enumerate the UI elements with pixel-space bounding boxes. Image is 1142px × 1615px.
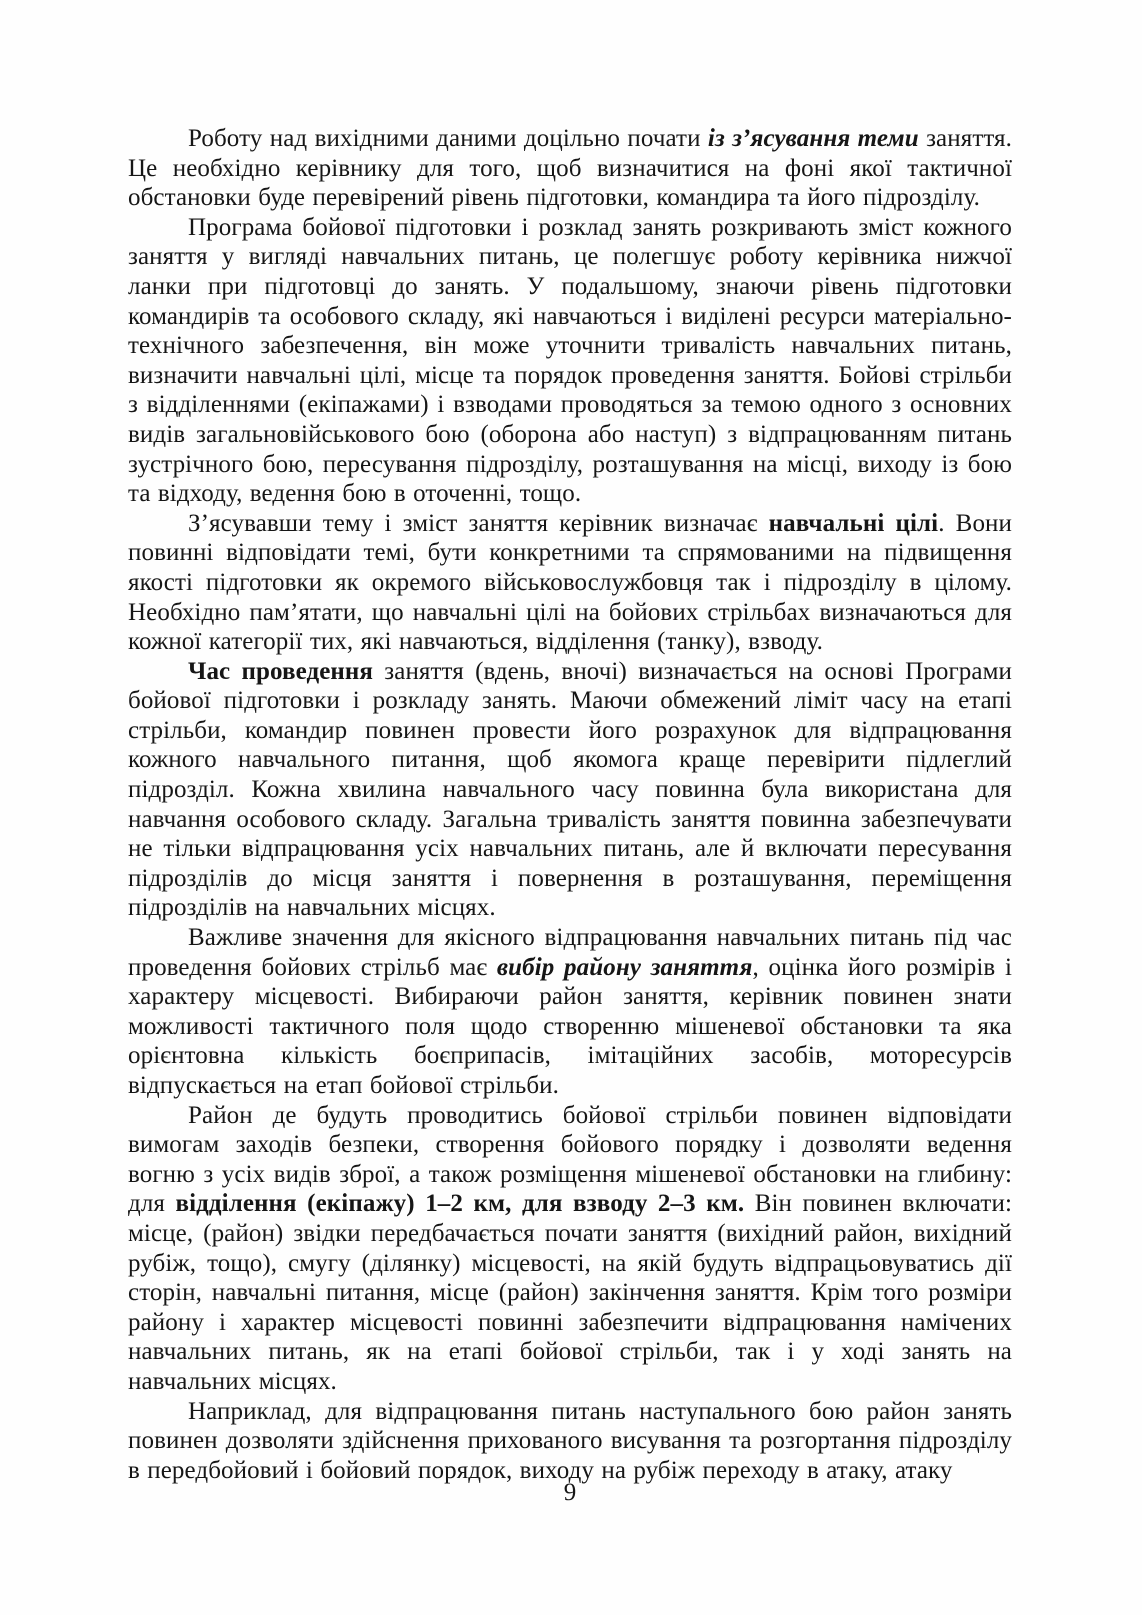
text-run: Наприклад, для відпрацювання питань наступального бою район занять повинен дозволяти здійснення прихованого висування та розгортання підрозділу в передбойовий і бойовий порядок, виходу на рубіж переходу в атаку, атаку xyxy=(128,1397,1012,1484)
emphasized-text-run: із з’ясування теми xyxy=(707,125,919,152)
text-run: Важливе значення для якісного відпрацювання навчальних питань під час проведення бойових стрільб має xyxy=(128,924,1012,981)
text-run: заняття (вдень, вночі) визначається на основі Програми бойової підготовки і розкладу занять. Маючи обмежений ліміт часу на етапі стрільби, командир повинен провести його розрахунок для відпрацювання кожного навчального питання, щоб якомога краще перевірити підлеглий підрозділ. Кожна хвилина навчального часу повинна була використана для навчання особового складу. Загальна тривалість заняття повинна забезпечувати не тільки відпрацювання усіх навчальних питань, але й включати пересування підрозділів до місця заняття і повернення в розташування, переміщення підрозділів на навчальних місцях. xyxy=(128,657,1012,922)
text-run: Програма бойової підготовки і розклад занять розкривають зміст кожного заняття у вигляді навчальних питань, це полегшує роботу керівника нижчої ланки при підготовці до занять. У подальшому, знаючи рівень підготовки командирів та особового складу, які навчаються і виділені ресурси матеріально-технічного забезпечення, він може уточнити тривалість навчальних питань, визначити навчальні цілі, місце та порядок проведення заняття. Бойові стрільби з відділеннями (екіпажами) і взводами проводяться за темою одного з основних видів загальновійськового бою (оборона або наступ) з відпрацюванням питань зустрічного бою, пересування підрозділу, розташування на місці, виходу із бою та відходу, ведення бою в оточенні, тощо. xyxy=(128,213,1012,508)
document-text xyxy=(128,124,1012,1485)
emphasized-text-run: вибір району заняття xyxy=(496,953,753,981)
text-run: Роботу над вихідними даними доцільно почати xyxy=(188,125,708,152)
paragraph xyxy=(128,657,1012,923)
emphasized-text-run: навчальні цілі xyxy=(768,509,939,537)
text-run: З’ясувавши тему і зміст заняття керівник визначає xyxy=(188,509,769,537)
text-run: заняття. Це необхідно керівнику для того, щоб визначитися на фоні якої тактичної обстановки буде перевірений рівень підготовки, командира та його підрозділу. xyxy=(128,125,1012,212)
text-run: . Вони повинні відповідати темі, бути конкретними та спрямованими на підвищення якості підготовки як окремого військовослужбовця так і підрозділу в цілому. Необхідно пам’ятати, що навчальні цілі на бойових стрільбах визначаються для кожної категорії тих, які навчаються, відділення (танку), взводу. xyxy=(128,509,1012,656)
paragraph xyxy=(128,124,1012,213)
emphasized-text-run: відділення (екіпажу) 1–2 км, для взводу 2–3 км. xyxy=(175,1190,745,1218)
text-run: , оцінка його розмірів і характеру місцевості. Вибираючи район заняття, керівник повинен знати можливості тактичного поля щодо створенню мішеневої обстановки та яка орієнтовна кількість боєприпасів, імітаційних засобів, моторесурсів відпускається на етап бойової стрільби. xyxy=(128,953,1012,1099)
page-number: 9 xyxy=(563,1479,577,1506)
text-run: Він повинен включати: місце, (район) звідки передбачається почати заняття (вихідний район, вихідний рубіж, тощо), смугу (ділянку) місцевості, на якій будуть відпрацьовуватись дії сторін, навчальні питання, місце (район) закінчення заняття. Крім того розміри району і характер місцевості повинні забезпечити відпрацювання намічених навчальних питань, як на етапі бойової стрільби, так і у ході занять на навчальних місцях. xyxy=(128,1190,1012,1395)
paragraph xyxy=(128,923,1012,1101)
paragraph xyxy=(128,213,1012,509)
paragraph xyxy=(128,509,1012,657)
text-run: Район де будуть проводитись бойової стрільби повинен відповідати вимогам заходів безпеки, створення бойового порядку і дозволяти ведення вогню з усіх видів зброї, а також розміщення мішеневої обстановки на глибину: для xyxy=(128,1101,1012,1218)
paragraph xyxy=(128,1397,1012,1486)
emphasized-text-run: Час проведення xyxy=(188,657,374,685)
paragraph xyxy=(128,1101,1012,1397)
